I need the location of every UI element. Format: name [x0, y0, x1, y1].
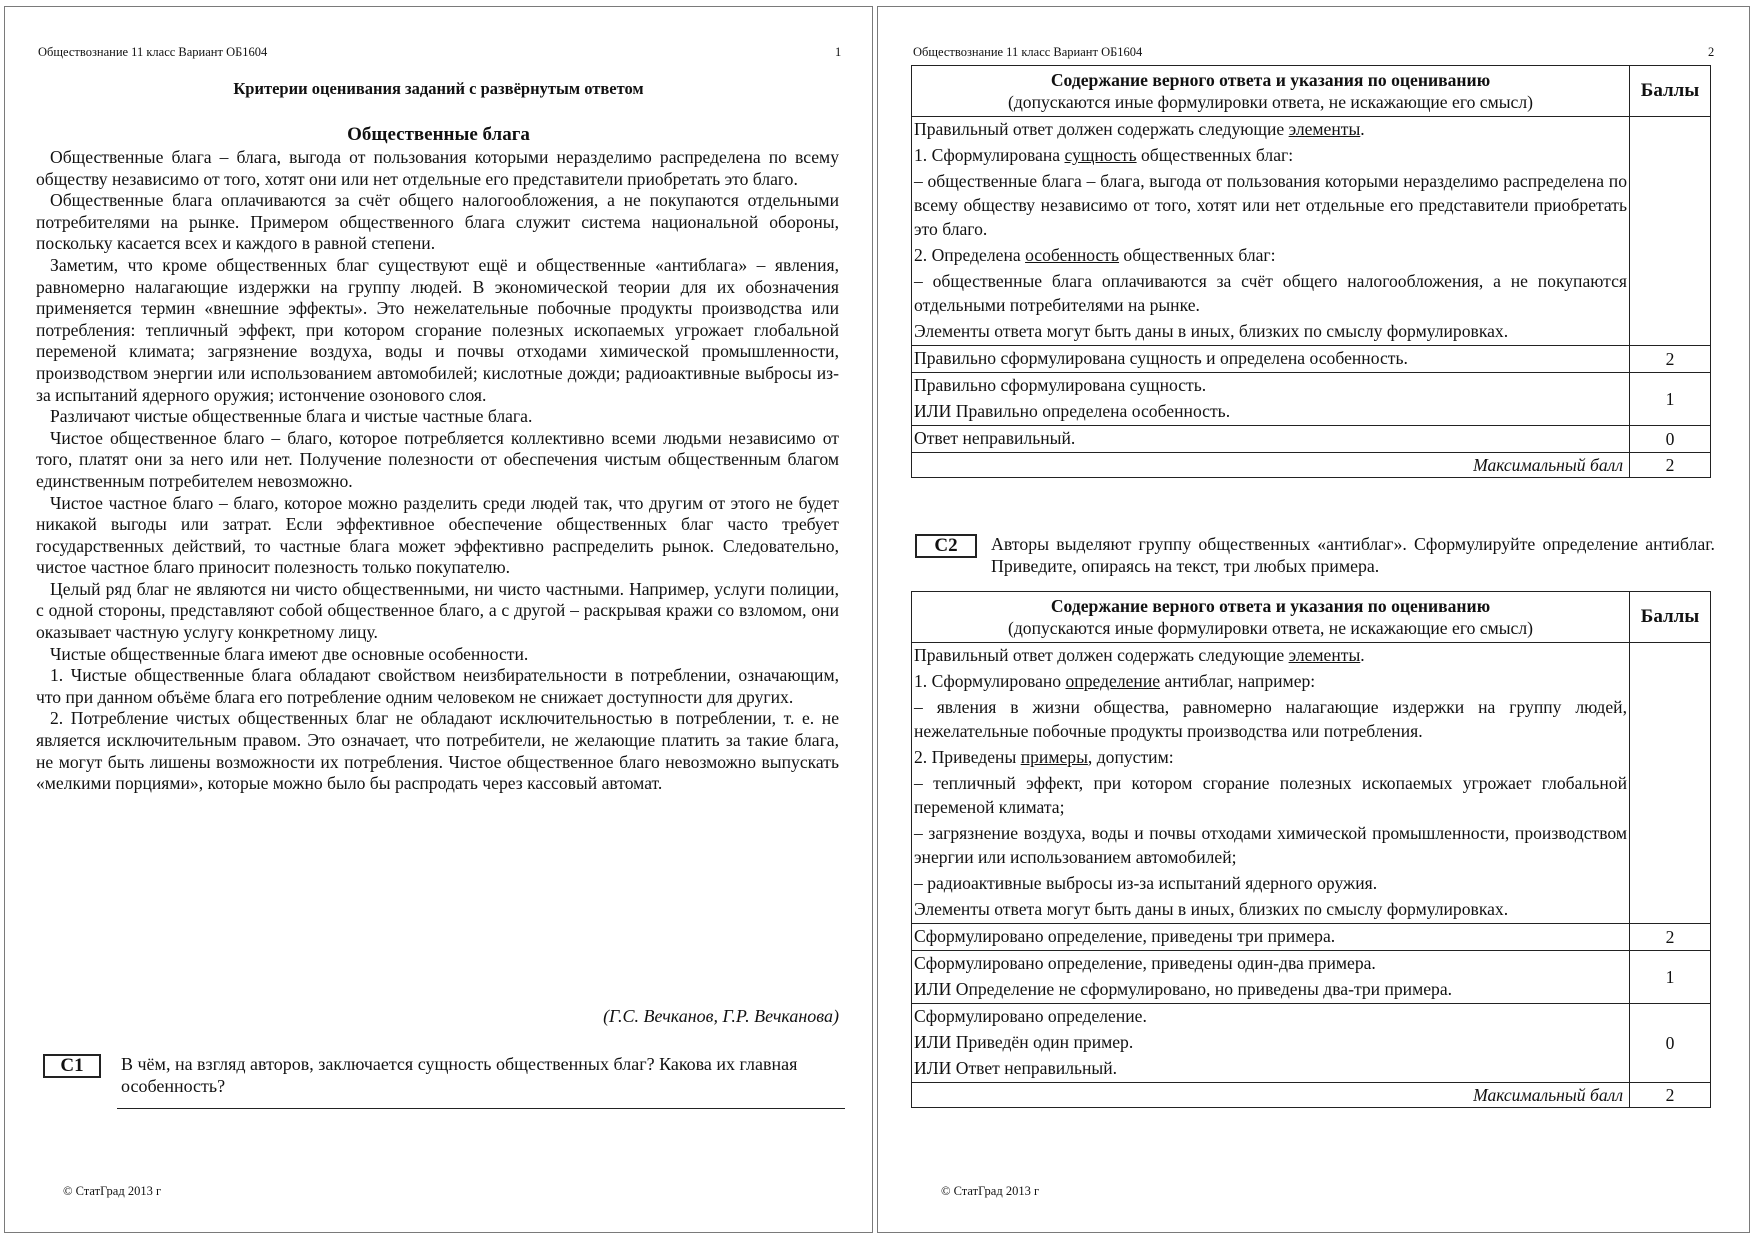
- max-score-label: Максимальный балл: [912, 453, 1630, 478]
- table-header-title: Содержание верного ответа и указания по оцениванию: [1050, 596, 1491, 616]
- answer-element-line: 1. Сформулировано определение антиблаг, например:: [914, 671, 1316, 691]
- criterion-line: Сформулировано определение.: [914, 1006, 1147, 1026]
- table-header-note: (допускаются иные формулировки ответа, не искажающие его смысл): [1007, 618, 1534, 638]
- criterion-score: 2: [1630, 924, 1711, 951]
- paragraph: Общественные блага оплачиваются за счёт общего налогообложения, а не покупаются отдельными потребителями на рынке. Примером общественного блага служит система национальной обороны, поскольку касается всех и каждого в равной степени.: [36, 190, 839, 254]
- page-number: 1: [835, 45, 842, 59]
- criterion-score: 2: [1630, 346, 1711, 373]
- score-header: Баллы: [1630, 592, 1711, 643]
- task-question: В чём, на взгляд авторов, заключается сущность общественных благ? Какова их главная особенность?: [121, 1054, 798, 1096]
- criterion-line: Сформулировано определение, приведены один-два примера.: [914, 953, 1376, 973]
- article-title: Общественные блага: [347, 124, 530, 145]
- page-footer: © СтатГрад 2013 г: [63, 1184, 162, 1198]
- answer-element-line: – общественные блага оплачиваются за счёт общего налогообложения, а не покупаются отдельными потребителями на рынке.: [914, 271, 1627, 315]
- criterion-score: 0: [1630, 426, 1711, 453]
- answer-element-line: Элементы ответа могут быть даны в иных, близких по смыслу формулировках.: [914, 321, 1509, 341]
- paragraph: 2. Потребление чистых общественных благ не обладают исключительностью в потреблении, т. е. не является исключительным правом. Это означает, что потребители, не желающие платить за такие блага, не могут быть лишены возможности их потребления. Чистое общественное благо невозможно выпускать «мелкими порциями», которые можно было бы распродать через кассовый автомат.: [36, 708, 839, 794]
- criterion-line: Правильно сформулирована сущность.: [914, 375, 1207, 395]
- criterion-line: Правильно сформулирована сущность и определена особенность.: [914, 348, 1408, 368]
- max-score-value: 2: [1630, 453, 1711, 478]
- table-header-title: Содержание верного ответа и указания по оцениванию: [1050, 70, 1491, 90]
- paragraph: Целый ряд благ не являются ни чисто общественными, ни чисто частными. Например, услуги полиции, с одной стороны, представляют собой общественное благо, а с другой – раскрывая кражи со взломом, они оказывает частную услугу конкретному лицу.: [36, 578, 839, 643]
- key-term: сущность: [1064, 145, 1137, 165]
- key-term: особенность: [1025, 245, 1120, 265]
- answer-element-line: Элементы ответа могут быть даны в иных, близких по смыслу формулировках.: [914, 899, 1509, 919]
- page-footer: © СтатГрад 2013 г: [941, 1184, 1040, 1198]
- key-term: определение: [1065, 671, 1161, 691]
- max-score-label: Максимальный балл: [912, 1083, 1630, 1108]
- source-authors: (Г.С. Вечканов, Г.Р. Вечканова): [603, 1006, 839, 1026]
- criteria-table-c2: [911, 591, 1711, 1108]
- criterion-text: [912, 951, 1630, 1004]
- criterion-text: [912, 373, 1630, 426]
- paragraph: Различают чистые общественные блага и чистые частные блага.: [50, 406, 533, 427]
- answer-element-line: – загрязнение воздуха, воды и почвы отходами химической промышленности, производством энергии или использованием автомобилей;: [914, 823, 1627, 867]
- page-header: Обществознание 11 класс Вариант ОБ1604: [913, 45, 1143, 59]
- task-code-box: С1: [43, 1054, 101, 1078]
- page-2: [877, 6, 1750, 1233]
- criterion-text: [912, 426, 1630, 453]
- criterion-line: Ответ неправильный.: [914, 428, 1076, 448]
- table-header-note: (допускаются иные формулировки ответа, не искажающие его смысл): [1007, 92, 1534, 112]
- answer-element-line: Правильный ответ должен содержать следующие элементы.: [914, 645, 1365, 665]
- criteria-table-c1: [911, 65, 1711, 478]
- answer-element-line: – радиоактивные выбросы из-за испытаний ядерного оружия.: [914, 873, 1378, 893]
- answer-element-line: 2. Приведены примеры, допустим:: [914, 747, 1174, 767]
- answer-element-line: – явления в жизни общества, равномерно налагающие издержки на группу людей, нежелательные побочные продукты производства или потребления.: [914, 697, 1627, 741]
- criterion-text: [912, 1004, 1630, 1083]
- criterion-text: [912, 346, 1630, 373]
- table-header-cell: [912, 66, 1630, 117]
- answer-line: [117, 1108, 845, 1109]
- article-text: [36, 147, 839, 795]
- empty-score-cell: [1630, 117, 1711, 346]
- answer-element-line: – тепличный эффект, при котором сгорание полезных ископаемых угрожает глобальной переменой климата;: [914, 773, 1627, 817]
- criterion-line: ИЛИ Приведён один пример.: [914, 1032, 1134, 1052]
- key-term: элементы: [1288, 119, 1361, 139]
- criterion-score: 1: [1630, 951, 1711, 1004]
- criterion-score: 1: [1630, 373, 1711, 426]
- page-1: [4, 6, 873, 1233]
- paragraph: Чистое частное благо – благо, которое можно разделить среди людей так, что другим от этого не будет никакой выгоды или затрат. Если эффективное обеспечение общественных благ часто требует государственных действий, то частные блага может эффективно распределить рынок. Следовательно, чистое частное благо приносит полезность только покупателю.: [36, 492, 839, 578]
- paragraph: Заметим, что кроме общественных благ существуют ещё и общественные «антиблага» – явления, равномерно налагающие издержки на группу людей. В экономической теории для их обозначения применяется термин «внешние эффекты». Это нежелательные побочные продукты производства или потребления: тепличный эффект, при котором сгорание полезных ископаемых угрожает глобальной переменой климата; загрязнение воздуха, воды и почвы отходами химической промышленности, производством энергии или использованием автомобилей; кислотные дожди; радиоактивные выбросы из-за испытаний ядерного оружия; истончение озонового слоя.: [36, 254, 839, 405]
- paragraph: 1. Чистые общественные блага обладают свойством неизбирательности в потреблении, означающим, что при данном объёме блага его потребление одним человеком не снижает доступности для других.: [36, 665, 839, 707]
- criterion-score: 0: [1630, 1004, 1711, 1083]
- key-term: элементы: [1288, 645, 1361, 665]
- task-question: Авторы выделяют группу общественных «антиблаг». Сформулируйте определение антиблаг. Приведите, опираясь на текст, три любых примера.: [991, 534, 1715, 576]
- answer-content-cell: [912, 117, 1630, 346]
- answer-content-cell: [912, 643, 1630, 924]
- paragraph: Чистое общественное благо – благо, которое потребляется коллективно всеми людьми независимо от того, платят они за него или нет. Получение полезности от обеспечения чистым общественным благом единственным потребителем невозможно.: [36, 427, 839, 491]
- criterion-line: Сформулировано определение, приведены три примера.: [914, 926, 1336, 946]
- table-header-cell: [912, 592, 1630, 643]
- criterion-text: [912, 924, 1630, 951]
- paragraph: Общественные блага – блага, выгода от пользования которыми неразделимо распределена по всему обществу независимо от того, хотят они или нет отдельные его представители приобретать это благо.: [36, 147, 839, 189]
- page-header: Обществознание 11 класс Вариант ОБ1604: [38, 45, 268, 59]
- paragraph: Чистые общественные блага имеют две основные особенности.: [50, 643, 529, 664]
- answer-element-line: 2. Определена особенность общественных благ:: [914, 245, 1276, 265]
- answer-element-line: – общественные блага – блага, выгода от пользования которыми неразделимо распределена по всему обществу независимо от того, хотят или нет отдельные его представители приобретать это благо.: [914, 171, 1627, 239]
- key-term: примеры: [1020, 747, 1088, 767]
- answer-element-line: 1. Сформулирована сущность общественных благ:: [914, 145, 1294, 165]
- page-number: 2: [1708, 45, 1715, 59]
- criteria-title: Критерии оценивания заданий с развёрнутым ответом: [233, 79, 644, 98]
- criterion-line: ИЛИ Ответ неправильный.: [914, 1058, 1118, 1078]
- task-code-box: С2: [915, 534, 977, 558]
- max-score-value: 2: [1630, 1083, 1711, 1108]
- answer-element-line: Правильный ответ должен содержать следующие элементы.: [914, 119, 1365, 139]
- criterion-line: ИЛИ Определение не сформулировано, но приведены два-три примера.: [914, 979, 1453, 999]
- criterion-line: ИЛИ Правильно определена особенность.: [914, 401, 1231, 421]
- empty-score-cell: [1630, 643, 1711, 924]
- score-header: Баллы: [1630, 66, 1711, 117]
